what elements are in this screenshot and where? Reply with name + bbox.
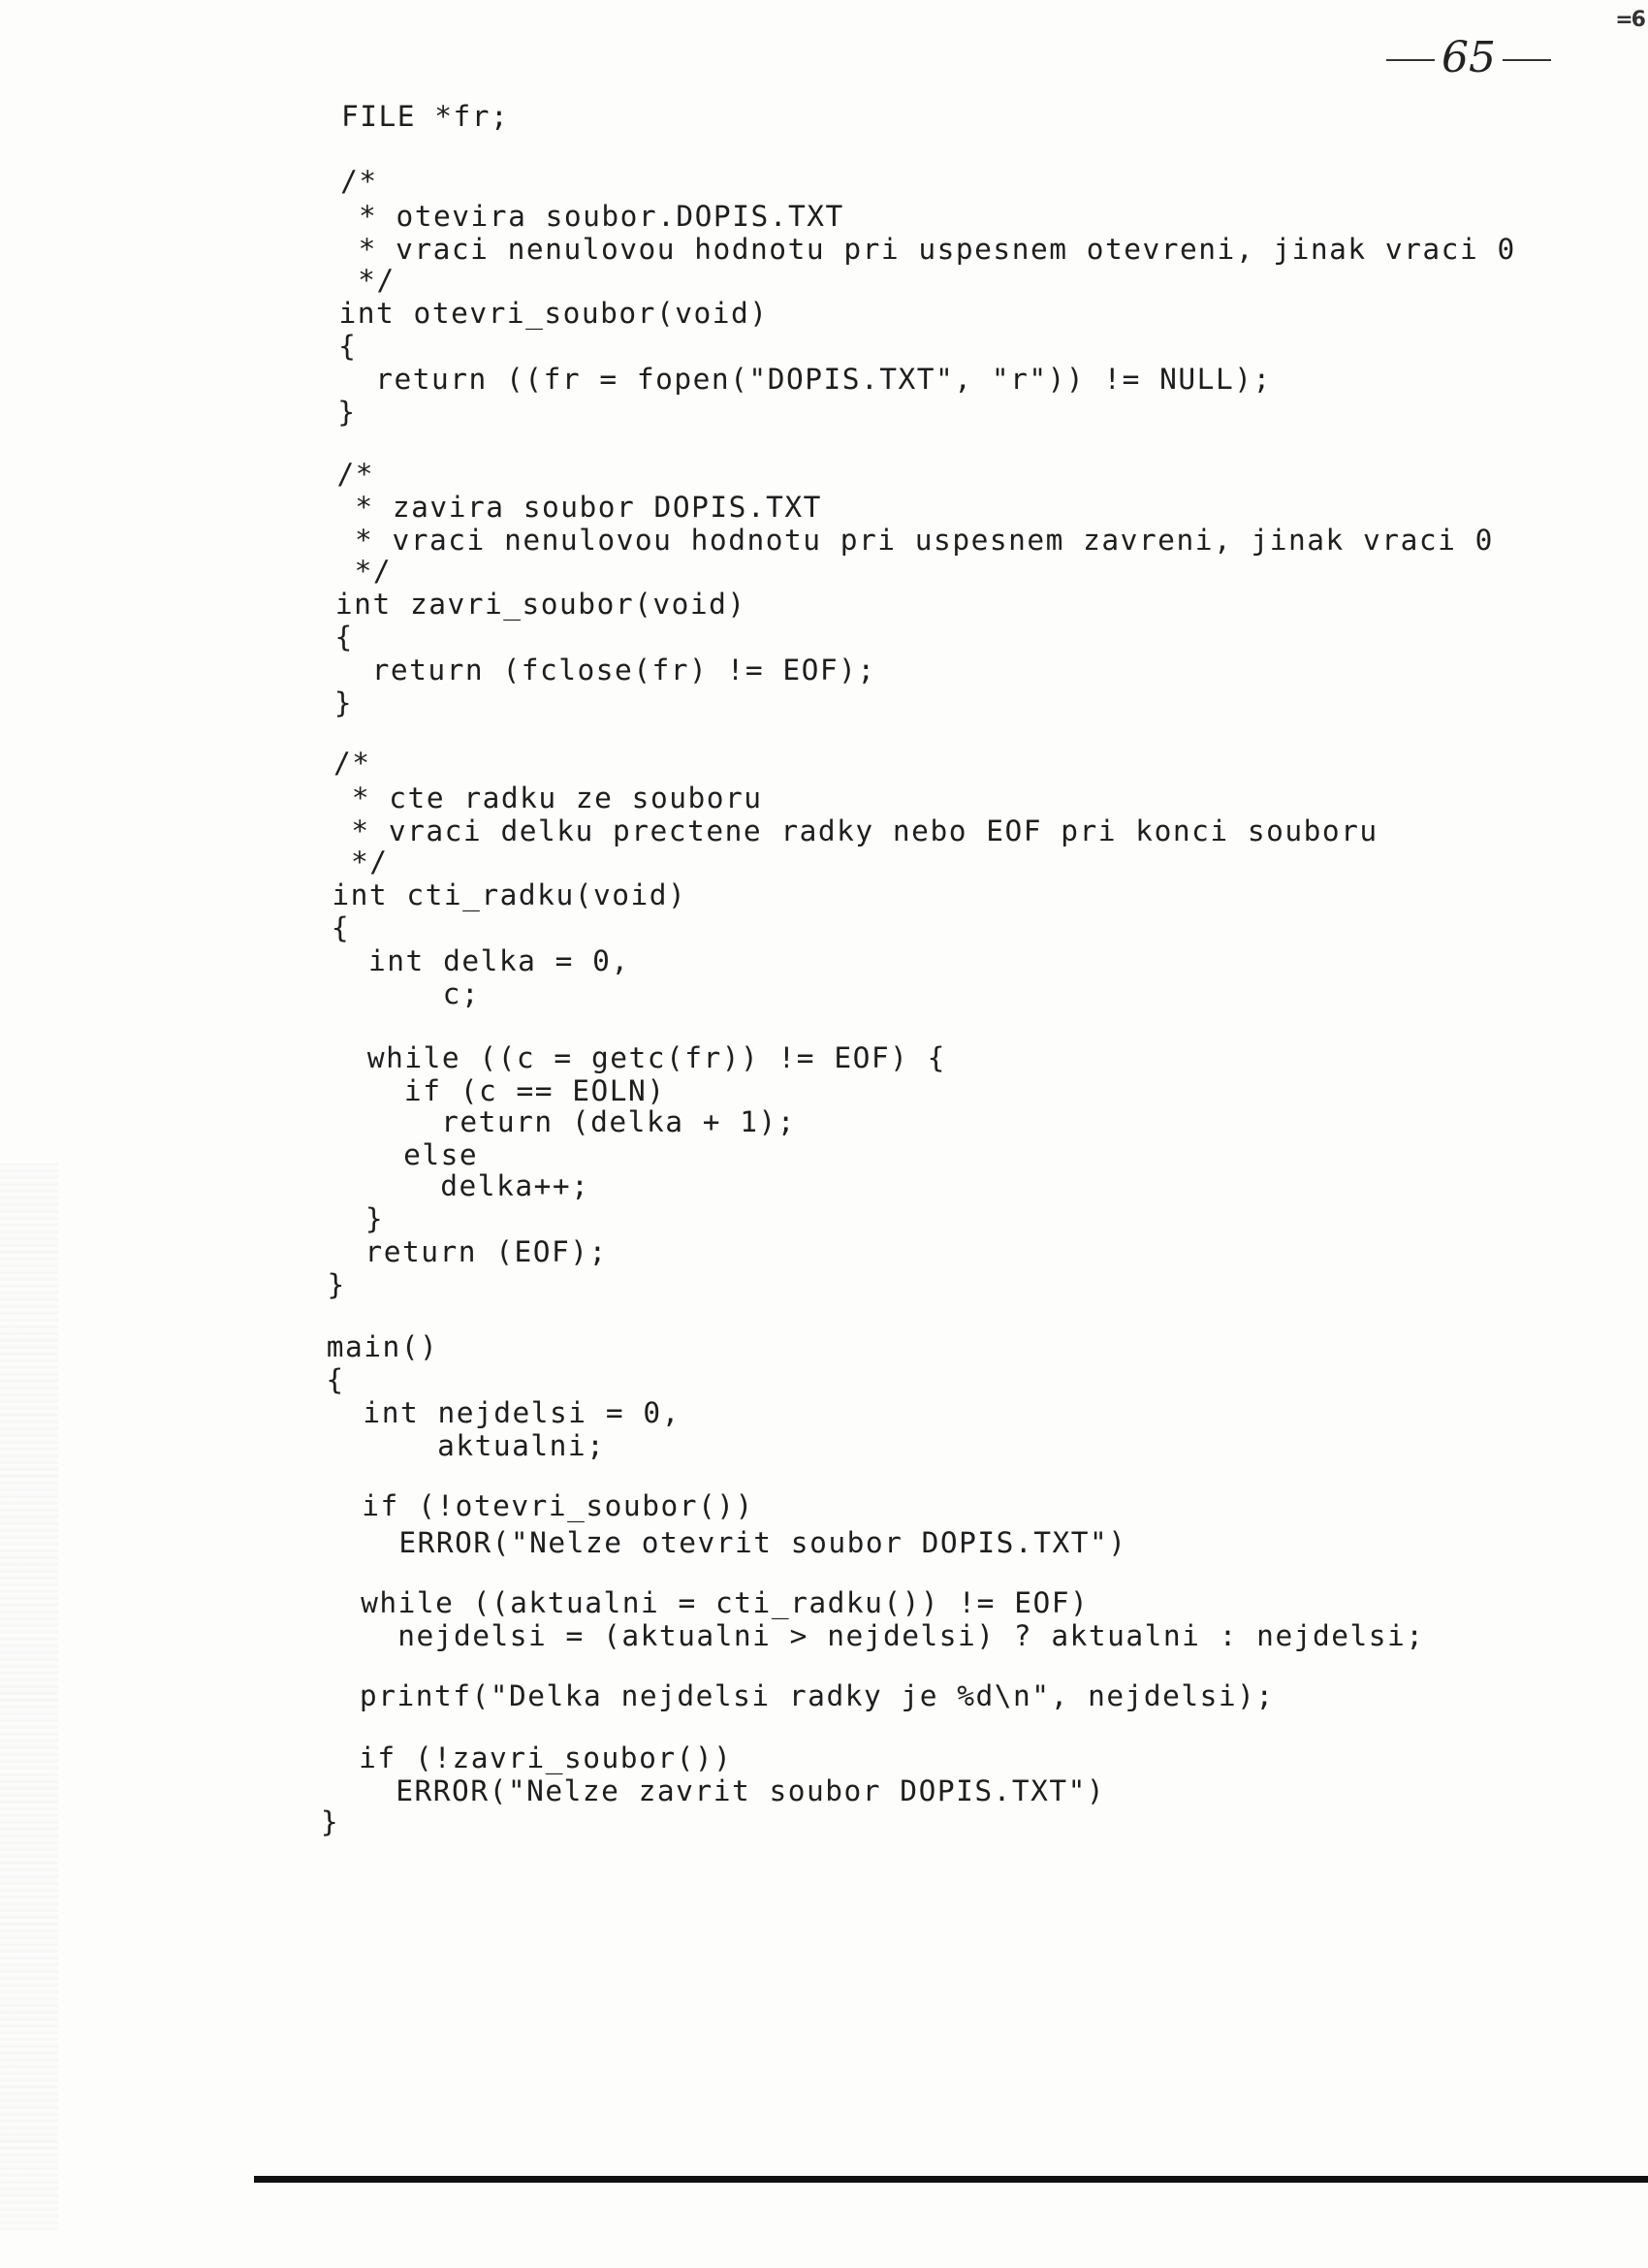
code-line: }	[327, 1268, 346, 1301]
code-line: if (!otevri_soubor())	[324, 1489, 754, 1522]
code-line: * zavira soubor DOPIS.TXT	[336, 491, 822, 524]
code-line: }	[328, 1202, 385, 1235]
code-line: printf("Delka nejdelsi radky je %d\n", nejdelsi);	[322, 1679, 1275, 1712]
code-line: {	[338, 330, 358, 363]
code-line: return (delka + 1);	[329, 1105, 797, 1138]
code-line: }	[320, 1805, 340, 1838]
code-line: else	[329, 1138, 479, 1171]
page-number: 65	[1386, 29, 1551, 87]
code-line: * vraci nenulovou hodnotu pri uspesnem zavreni, jinak vraci 0	[335, 524, 1494, 557]
code-line: * vraci nenulovou hodnotu pri uspesnem otevreni, jinak vraci 0	[339, 233, 1516, 266]
code-line: c;	[331, 977, 481, 1010]
code-line: return ((fr = fopen("DOPIS.TXT", "r")) != NULL);	[337, 363, 1272, 396]
corner-mark: =6	[1615, 8, 1644, 32]
code-line: * vraci delku prectene radky nebo EOF pri konci souboru	[333, 815, 1379, 847]
code-line: while ((aktualni = cti_radku()) != EOF)	[323, 1586, 1090, 1619]
code-line: return (EOF);	[327, 1235, 608, 1268]
code-line: ERROR("Nelze zavrit soubor DOPIS.TXT")	[321, 1774, 1106, 1807]
code-line: int delka = 0,	[331, 944, 630, 977]
code-line: int cti_radku(void)	[332, 878, 687, 911]
code-line: int zavri_soubor(void)	[334, 588, 746, 621]
code-line: FILE *fr;	[340, 100, 510, 133]
code-line: {	[334, 621, 354, 654]
code-line: }	[333, 687, 353, 719]
code-line: int otevri_soubor(void)	[338, 297, 769, 330]
code-line: if (c == EOLN)	[329, 1074, 666, 1107]
code-line: */	[338, 264, 396, 297]
bottom-rule	[254, 2176, 1648, 2183]
code-line: aktualni;	[325, 1429, 606, 1462]
code-line: nejdelsi = (aktualni > nejdelsi) ? aktualni : nejdelsi;	[323, 1619, 1425, 1652]
code-line: * cte radku ze souboru	[333, 782, 763, 815]
code-line: */	[332, 846, 389, 878]
code-line: */	[335, 555, 393, 588]
code-line: /*	[333, 747, 371, 780]
code-line: {	[331, 911, 351, 944]
code-line: /*	[340, 165, 378, 198]
code-line: while ((c = getc(fr)) != EOF) {	[330, 1041, 946, 1074]
code-line: {	[326, 1363, 345, 1396]
code-line: if (!zavri_soubor())	[321, 1741, 733, 1774]
code-line: /*	[336, 458, 375, 491]
code-line: }	[337, 396, 357, 429]
code-line: main()	[326, 1330, 439, 1363]
code-line: * otevira soubor.DOPIS.TXT	[339, 200, 844, 233]
code-line: delka++;	[328, 1169, 590, 1202]
code-line: int nejdelsi = 0,	[325, 1396, 681, 1429]
code-line: return (fclose(fr) != EOF);	[334, 654, 876, 687]
code-line: ERROR("Nelze otevrit soubor DOPIS.TXT")	[324, 1526, 1127, 1559]
